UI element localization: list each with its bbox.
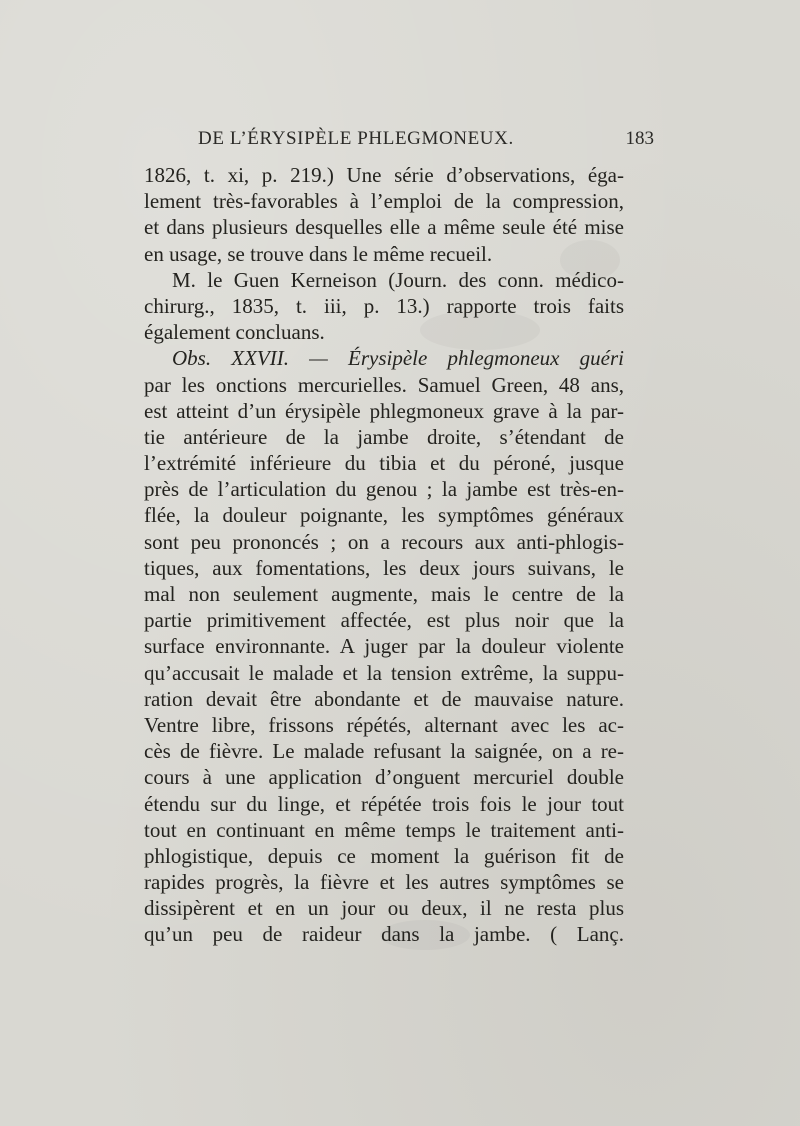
body-text (144, 162, 624, 948)
text-line: près de l’articulation du genou ; la jambe est très-en- (144, 477, 624, 502)
text-line: sont peu prononcés ; on a recours aux anti-phlogis- (144, 529, 624, 554)
text-line: lement très-favorables à l’emploi de la compression, (144, 189, 624, 214)
text-line: 1826, t. xi, p. 219.) Une série d’observations, éga- (144, 163, 624, 187)
text-line: phlogistique, depuis ce moment la guérison fit de (144, 843, 624, 868)
text-line: également concluans. (144, 320, 325, 345)
text-line: par les onctions mercurielles. Samuel Green, 48 ans, (144, 372, 624, 397)
text-line: Ventre libre, frissons répétés, alternant avec les ac- (144, 712, 624, 737)
text-line: partie primitivement affectée, est plus noir que la (144, 608, 624, 633)
observation-heading: Obs. XXVII. — Érysipèle phlegmoneux guéri (172, 346, 624, 371)
text-line: surface environnante. A juger par la douleur violente (144, 634, 624, 659)
text-line: est atteint d’un érysipèle phlegmoneux grave à la par- (144, 398, 624, 423)
text-line: flée, la douleur poignante, les symptômes généraux (144, 503, 624, 528)
text-line: ration devait être abondante et de mauvaise nature. (144, 686, 624, 711)
text-line: chirurg., 1835, t. iii, p. 13.) rapporte trois faits (144, 293, 624, 318)
text-line: tiques, aux fomentations, les deux jours suivans, le (144, 555, 624, 580)
text-line: tout en continuant en même temps le traitement anti- (144, 817, 624, 842)
text-line: en usage, se trouve dans le même recueil. (144, 241, 493, 266)
page-number: 183 (625, 128, 654, 149)
text-line: mal non seulement augmente, mais le centre de la (144, 582, 624, 606)
text-line: qu’accusait le malade et la tension extrême, la suppu- (144, 660, 624, 685)
text-line: et dans plusieurs desquelles elle a même seule été mise (144, 215, 624, 240)
text-line: tie antérieure de la jambe droite, s’étendant de (144, 424, 624, 449)
text-line: dissipèrent et en un jour ou deux, il ne resta plus (144, 896, 624, 921)
text-line: M. le Guen Kerneison (Journ. des conn. médico- (172, 267, 624, 292)
text-line: cès de fièvre. Le malade refusant la saignée, on a re- (144, 739, 624, 764)
running-title: DE L’ÉRYSIPÈLE PHLEGMONEUX. (198, 128, 514, 149)
text-line: rapides progrès, la fièvre et les autres symptômes se (144, 870, 624, 895)
text-line: cours à une application d’onguent mercuriel double (144, 765, 624, 790)
text-line: étendu sur du linge, et répétée trois fois le jour tout (144, 791, 624, 816)
page-header (198, 128, 654, 156)
text-line: l’extrémité inférieure du tibia et du péroné, jusque (144, 451, 624, 476)
text-line: qu’un peu de raideur dans la jambe. ( Lanç. (144, 922, 624, 947)
